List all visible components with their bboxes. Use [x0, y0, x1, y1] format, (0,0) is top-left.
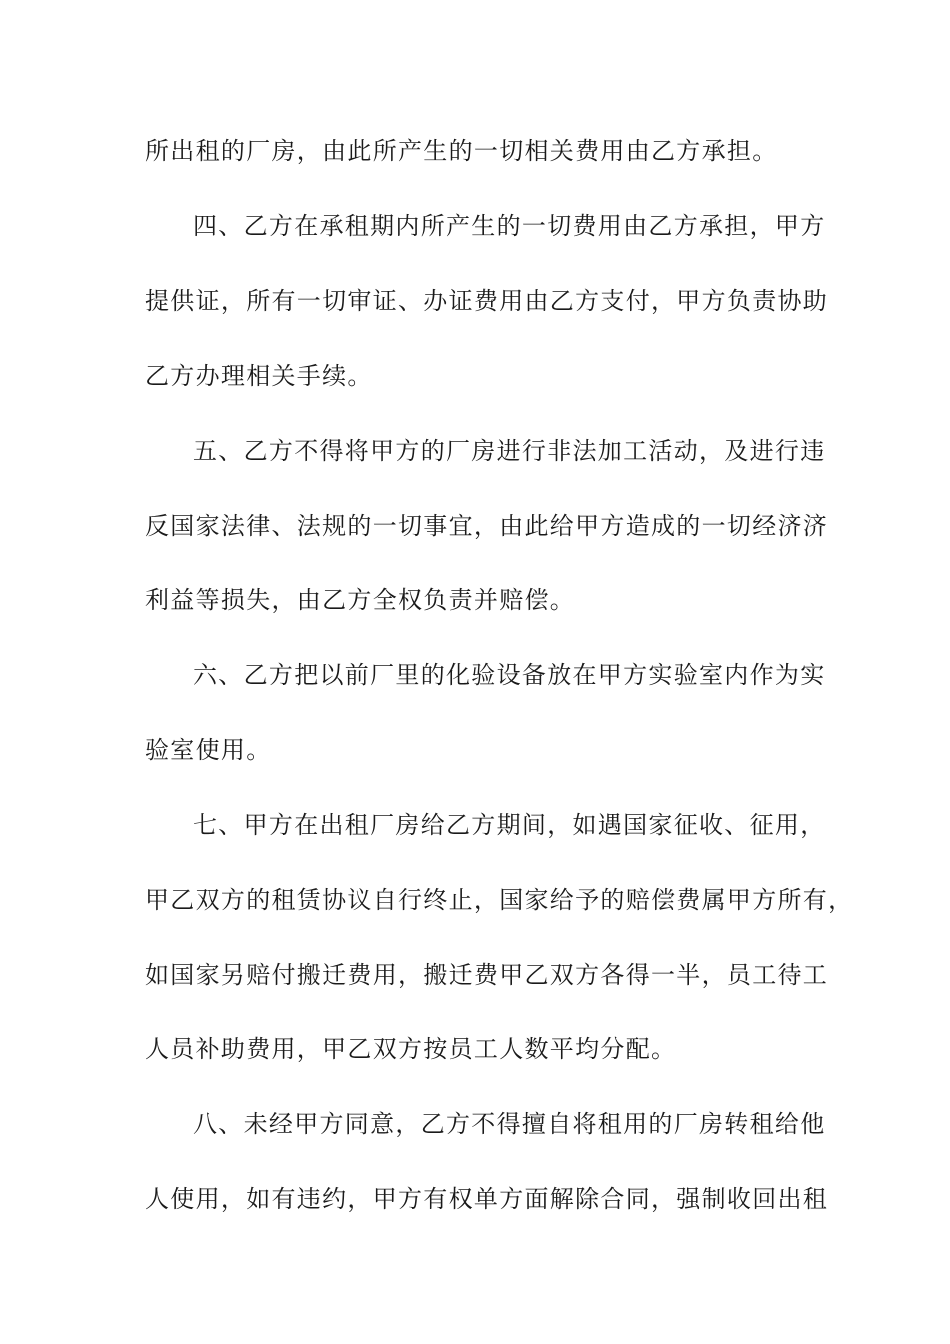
text-line: 乙方办理相关手续。: [145, 362, 373, 390]
text-line: 验室使用。: [145, 736, 272, 764]
clause-4-line: 四、乙方在承租期内所产生的一切费用由乙方承担，甲方: [193, 212, 826, 240]
clause-8-line: 八、未经甲方同意，乙方不得擅自将租用的厂房转租给他: [193, 1110, 826, 1138]
text-line: 人使用，如有违约，甲方有权单方面解除合同，强制收回出租: [145, 1185, 829, 1213]
text-line: 提供证，所有一切审证、办证费用由乙方支付，甲方负责协助: [145, 287, 829, 315]
text-line: 甲乙双方的租赁协议自行终止，国家给予的赔偿费属甲方所有，: [145, 886, 854, 914]
clause-7-line: 七、甲方在出租厂房给乙方期间，如遇国家征收、征用，: [193, 811, 826, 839]
clause-5-line: 五、乙方不得将甲方的厂房进行非法加工活动，及进行违: [193, 437, 826, 465]
text-line: 利益等损失，由乙方全权负责并赔偿。: [145, 586, 576, 614]
text-line: 所出租的厂房，由此所产生的一切相关费用由乙方承担。: [145, 137, 778, 165]
clause-6-line: 六、乙方把以前厂里的化验设备放在甲方实验室内作为实: [193, 661, 826, 689]
text-line: 人员补助费用，甲乙双方按员工人数平均分配。: [145, 1035, 677, 1063]
text-line: 反国家法律、法规的一切事宜，由此给甲方造成的一切经济济: [145, 512, 829, 540]
text-line: 如国家另赔付搬迁费用，搬迁费甲乙双方各得一半，员工待工: [145, 961, 829, 989]
